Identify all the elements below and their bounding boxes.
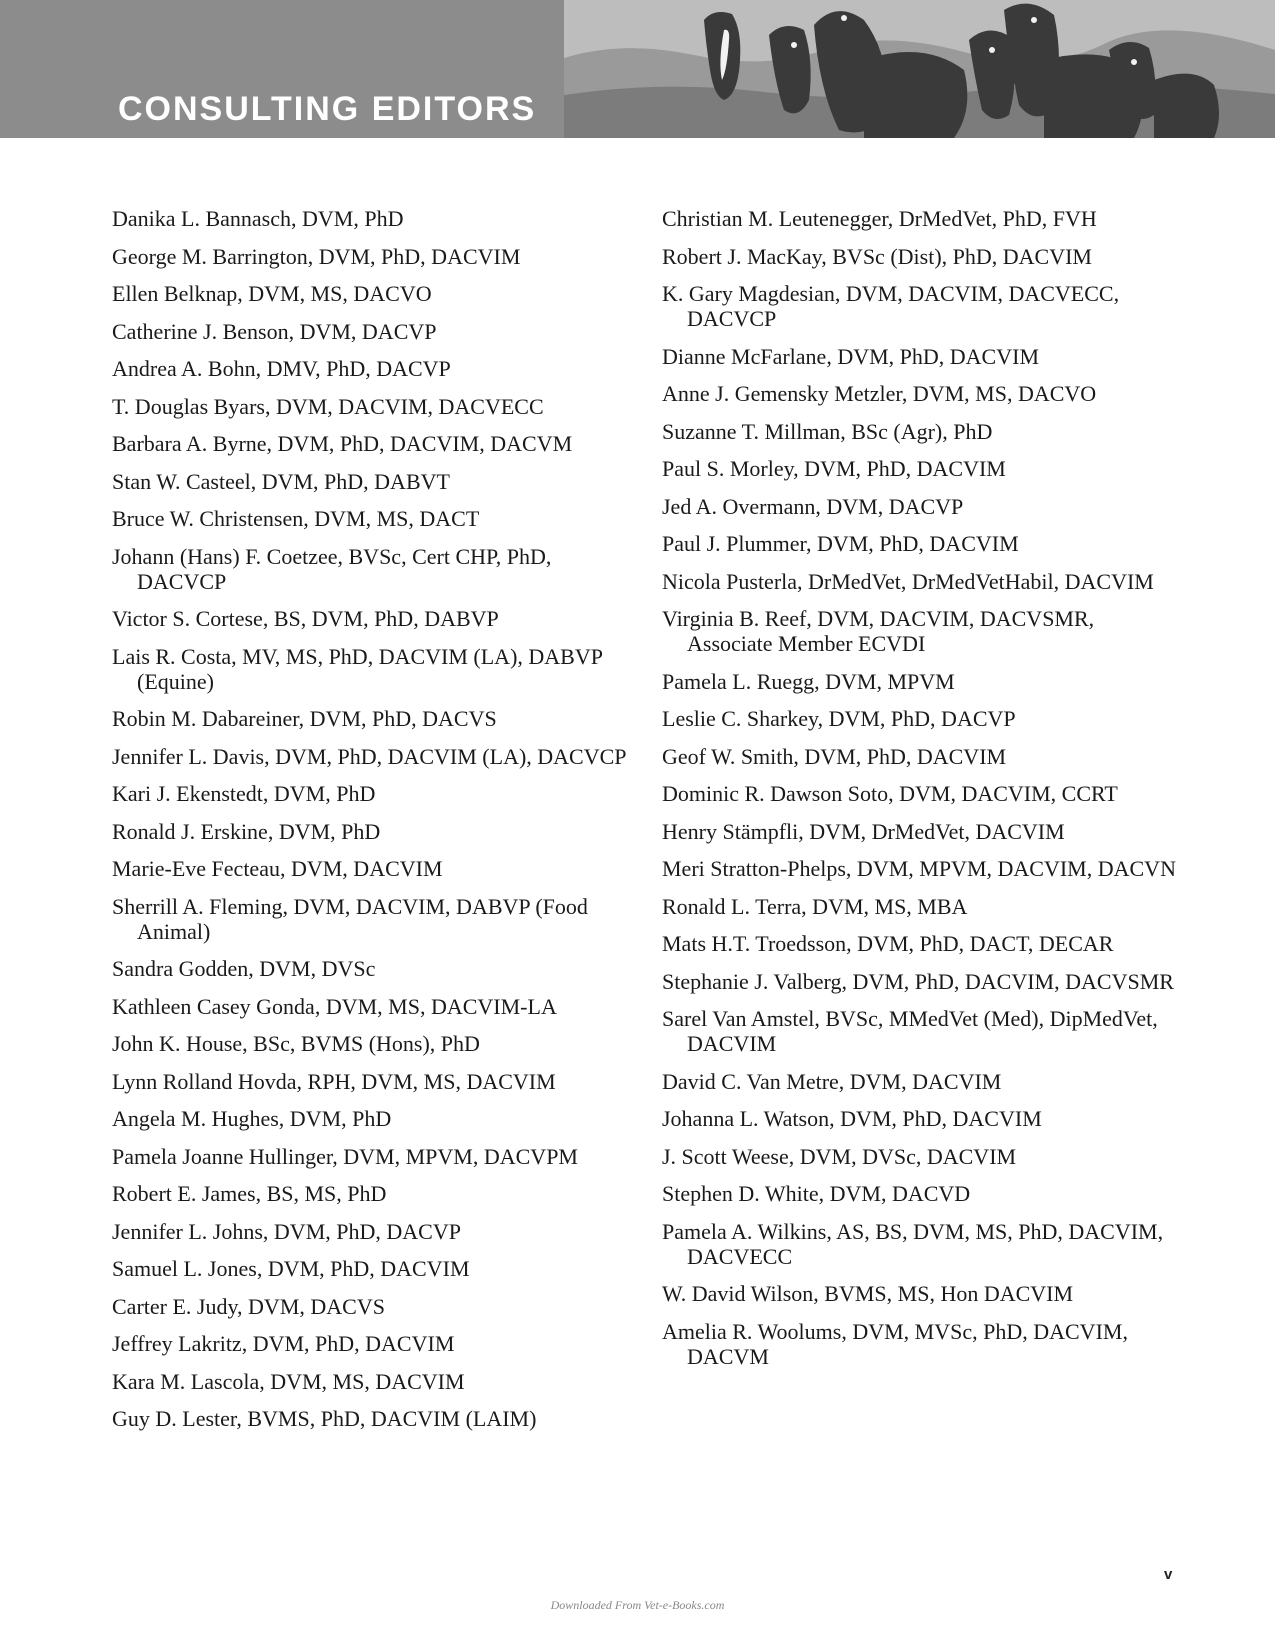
editor-entry: Lynn Rolland Hovda, RPH, DVM, MS, DACVIM bbox=[112, 1068, 556, 1094]
editor-entry: John K. House, BSc, BVMS (Hons), PhD bbox=[112, 1031, 480, 1056]
editor-entry: Paul S. Morley, DVM, PhD, DACVIM bbox=[662, 456, 1006, 481]
editor-entry: Stephanie J. Valberg, DVM, PhD, DACVIM, DACVSMR bbox=[662, 968, 1174, 994]
editor-entry: Bruce W. Christensen, DVM, MS, DACT bbox=[112, 506, 480, 531]
editor-entry: Angela M. Hughes, DVM, PhD bbox=[112, 1106, 392, 1131]
editor-entry: Jennifer L. Davis, DVM, PhD, DACVIM (LA), DACVCP bbox=[112, 743, 627, 769]
editor-entry: Sandra Godden, DVM, DVSc bbox=[112, 956, 376, 981]
editor-entry: Pamela Joanne Hullinger, DVM, MPVM, DACVPM bbox=[112, 1143, 578, 1169]
editors-list-right bbox=[662, 206, 1182, 1381]
editor-entry: Mats H.T. Troedsson, DVM, PhD, DACT, DECAR bbox=[662, 931, 1114, 956]
editor-entry: W. David Wilson, BVMS, MS, Hon DACVIM bbox=[662, 1281, 1074, 1306]
editor-entry: Samuel L. Jones, DVM, PhD, DACVIM bbox=[112, 1256, 470, 1281]
editor-entry: Stan W. Casteel, DVM, PhD, DABVT bbox=[112, 468, 450, 494]
editor-entry: George M. Barrington, DVM, PhD, DACVIM bbox=[112, 243, 521, 269]
horses-photo bbox=[564, 0, 1275, 138]
editor-entry: Kari J. Ekenstedt, DVM, PhD bbox=[112, 781, 376, 806]
editor-entry: Meri Stratton-Phelps, DVM, MPVM, DACVIM, DACVN bbox=[662, 856, 1176, 881]
page-title: CONSULTING EDITORS bbox=[118, 90, 537, 128]
editor-entry: Robert E. James, BS, MS, PhD bbox=[112, 1181, 387, 1206]
editor-entry: Johann (Hans) F. Coetzee, BVSc, Cert CHP, PhD, DACVCP bbox=[112, 543, 552, 594]
editor-entry: Ronald J. Erskine, DVM, PhD bbox=[112, 818, 381, 844]
editor-entry: Anne J. Gemensky Metzler, DVM, MS, DACVO bbox=[662, 381, 1097, 406]
page-number: v bbox=[1164, 1566, 1173, 1583]
editor-entry: Paul J. Plummer, DVM, PhD, DACVIM bbox=[662, 531, 1019, 556]
editor-entry: David C. Van Metre, DVM, DACVIM bbox=[662, 1068, 1002, 1094]
editor-entry: Ronald L. Terra, DVM, MS, MBA bbox=[662, 893, 968, 919]
editor-entry: Stephen D. White, DVM, DACVD bbox=[662, 1181, 971, 1206]
editor-entry: Dianne McFarlane, DVM, PhD, DACVIM bbox=[662, 343, 1040, 369]
editor-entry: Jennifer L. Johns, DVM, PhD, DACVP bbox=[112, 1218, 461, 1244]
editor-entry: Marie-Eve Fecteau, DVM, DACVIM bbox=[112, 856, 443, 881]
editor-entry: Kathleen Casey Gonda, DVM, MS, DACVIM-LA bbox=[112, 993, 557, 1019]
editor-entry: Christian M. Leutenegger, DrMedVet, PhD, FVH bbox=[662, 206, 1097, 231]
editor-entry: Barbara A. Byrne, DVM, PhD, DACVIM, DACVM bbox=[112, 431, 573, 456]
editor-entry: Pamela A. Wilkins, AS, BS, DVM, MS, PhD, DACVIM, DACVECC bbox=[662, 1218, 1164, 1269]
editor-entry: Nicola Pusterla, DrMedVet, DrMedVetHabil, DACVIM bbox=[662, 568, 1154, 594]
editor-entry: Sarel Van Amstel, BVSc, MMedVet (Med), DipMedVet, DACVIM bbox=[662, 1006, 1158, 1056]
editor-entry: Amelia R. Woolums, DVM, MVSc, PhD, DACVIM, DACVM bbox=[662, 1318, 1128, 1369]
editor-entry: Suzanne T. Millman, BSc (Agr), PhD bbox=[662, 418, 993, 444]
editor-entry: Guy D. Lester, BVMS, PhD, DACVIM (LAIM) bbox=[112, 1406, 537, 1431]
editor-entry: Johanna L. Watson, DVM, PhD, DACVIM bbox=[662, 1106, 1042, 1131]
editor-entry: J. Scott Weese, DVM, DVSc, DACVIM bbox=[662, 1143, 1017, 1169]
editor-entry: Ellen Belknap, DVM, MS, DACVO bbox=[112, 281, 432, 306]
editor-entry: Virginia B. Reef, DVM, DACVIM, DACVSMR, Associate Member ECVDI bbox=[662, 606, 1095, 656]
editors-list-left bbox=[112, 206, 632, 1444]
editor-entry: Lais R. Costa, MV, MS, PhD, DACVIM (LA), DABVP (Equine) bbox=[112, 643, 603, 694]
editor-entry: Pamela L. Ruegg, DVM, MPVM bbox=[662, 668, 955, 694]
editor-entry: Geof W. Smith, DVM, PhD, DACVIM bbox=[662, 743, 1007, 769]
editor-entry: Robert J. MacKay, BVSc (Dist), PhD, DACVIM bbox=[662, 243, 1092, 269]
editor-entry: Kara M. Lascola, DVM, MS, DACVIM bbox=[112, 1368, 465, 1394]
editor-entry: Robin M. Dabareiner, DVM, PhD, DACVS bbox=[112, 706, 497, 731]
editor-entry: Victor S. Cortese, BS, DVM, PhD, DABVP bbox=[112, 606, 499, 631]
editor-entry: Danika L. Bannasch, DVM, PhD bbox=[112, 206, 404, 231]
editor-entry: Sherrill A. Fleming, DVM, DACVIM, DABVP (Food Animal) bbox=[112, 893, 588, 944]
editor-entry: Jed A. Overmann, DVM, DACVP bbox=[662, 493, 964, 519]
editor-entry: Dominic R. Dawson Soto, DVM, DACVIM, CCRT bbox=[662, 781, 1118, 806]
watermark: Downloaded From Vet-e-Books.com bbox=[550, 1598, 725, 1612]
editor-entry: Carter E. Judy, DVM, DACVS bbox=[112, 1293, 385, 1319]
editor-entry: Henry Stämpfli, DVM, DrMedVet, DACVIM bbox=[662, 818, 1065, 844]
editor-entry: T. Douglas Byars, DVM, DACVIM, DACVECC bbox=[112, 393, 544, 419]
editor-entry: Andrea A. Bohn, DMV, PhD, DACVP bbox=[112, 356, 451, 381]
editor-entry: Jeffrey Lakritz, DVM, PhD, DACVIM bbox=[112, 1331, 455, 1356]
editor-entry: Catherine J. Benson, DVM, DACVP bbox=[112, 318, 437, 344]
editor-entry: Leslie C. Sharkey, DVM, PhD, DACVP bbox=[662, 706, 1016, 731]
header-band bbox=[0, 0, 564, 138]
editor-entry: K. Gary Magdesian, DVM, DACVIM, DACVECC, DACVCP bbox=[662, 281, 1120, 331]
